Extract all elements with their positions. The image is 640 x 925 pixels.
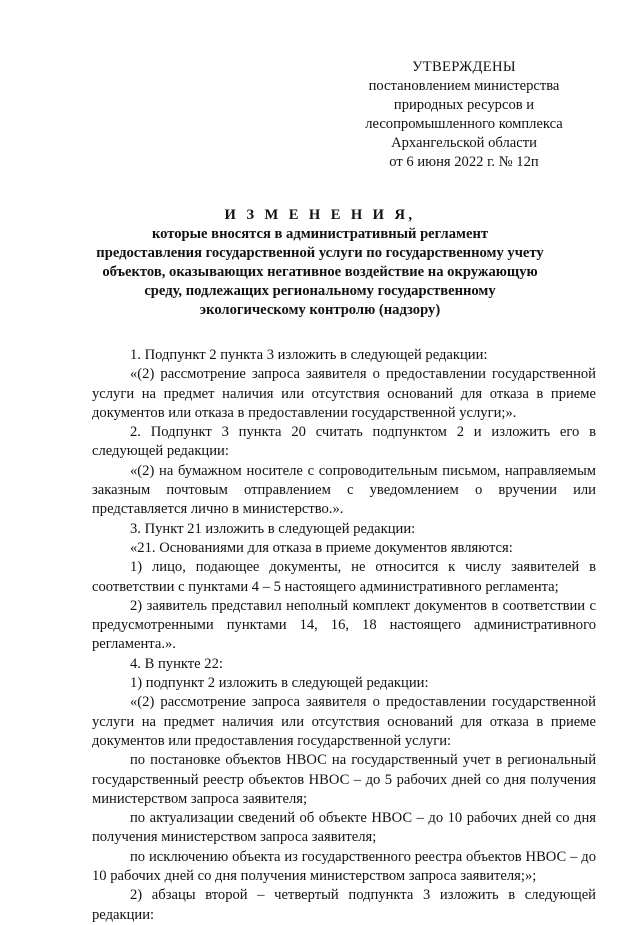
heading-line: предоставления государственной услуги по государственному учету [96, 245, 544, 261]
paragraph: 2) заявитель представил неполный комплект документов в соответствии с предусмотренными пунктами 14, 16, 18 настоящего административного регламента.». [92, 597, 596, 653]
approval-line: Архангельской области [391, 135, 537, 151]
approval-line: постановлением министерства [368, 78, 560, 94]
document-title: И З М Е Н Е Н И Я, [224, 207, 416, 223]
heading-line: объектов, оказывающих негативное воздействие на окружающую [102, 264, 538, 280]
paragraph: 1) подпункт 2 изложить в следующей редакции: [130, 675, 429, 692]
paragraph: по исключению объекта из государственного реестра объектов НВОС – до 10 рабочих дней со дня получения министерством запроса заявителя;»; [92, 848, 596, 885]
approval-block [348, 58, 580, 172]
approval-title: УТВЕРЖДЕНЫ [412, 59, 516, 75]
document-body [92, 346, 596, 925]
approval-line: природных ресурсов и [393, 97, 535, 113]
paragraph: «(2) рассмотрение запроса заявителя о предоставлении государственной услуги на предмет наличия или отсутствия оснований для отказа в приеме документов или предоставления государственной услуги: [92, 694, 596, 749]
paragraph: 2) абзацы второй – четвертый подпункта 3 изложить в следующей редакции: [92, 887, 596, 923]
paragraph: «(2) на бумажном носителе с сопроводительным письмом, направляемым заказным почтовым отправлением с уведомлением о вручении или представляется лично в министерство.». [92, 462, 596, 518]
paragraph: по актуализации сведений об объекте НВОС – до 10 рабочих дней со дня получения министерством запроса заявителя; [92, 810, 596, 846]
approval-line: лесопромышленного комплекса [365, 116, 563, 132]
paragraph: 1) лицо, подающее документы, не относится к числу заявителей в соответствии с пунктами 4 – 5 настоящего административного регламента; [92, 559, 596, 595]
paragraph: по постановке объектов НВОС на государственный учет в региональный государственный реестр объектов НВОС – до 5 рабочих дней со дня получения министерством запроса заявителя; [92, 752, 596, 807]
paragraph: 1. Подпункт 2 пункта 3 изложить в следующей редакции: [130, 347, 488, 363]
document-heading [70, 206, 570, 320]
heading-line: среду, подлежащих региональному государственному [144, 283, 496, 299]
paragraph: 2. Подпункт 3 пункта 20 считать подпунктом 2 и изложить его в следующей редакции: [92, 424, 596, 460]
paragraph: «21. Основаниями для отказа в приеме документов являются: [130, 539, 513, 556]
paragraph: 4. В пункте 22: [130, 655, 223, 672]
paragraph: «(2) рассмотрение запроса заявителя о предоставлении государственной услуги на предмет наличия или отсутствия оснований для отказа в приеме документов или отказа в предоставлении государственной услуги;». [92, 366, 596, 421]
approval-date: от 6 июня 2022 г. № 12п [389, 154, 539, 170]
heading-line: которые вносятся в административный регламент [151, 226, 489, 242]
paragraph: 3. Пункт 21 изложить в следующей редакции: [130, 520, 416, 537]
heading-line: экологическому контролю (надзору) [199, 302, 441, 318]
